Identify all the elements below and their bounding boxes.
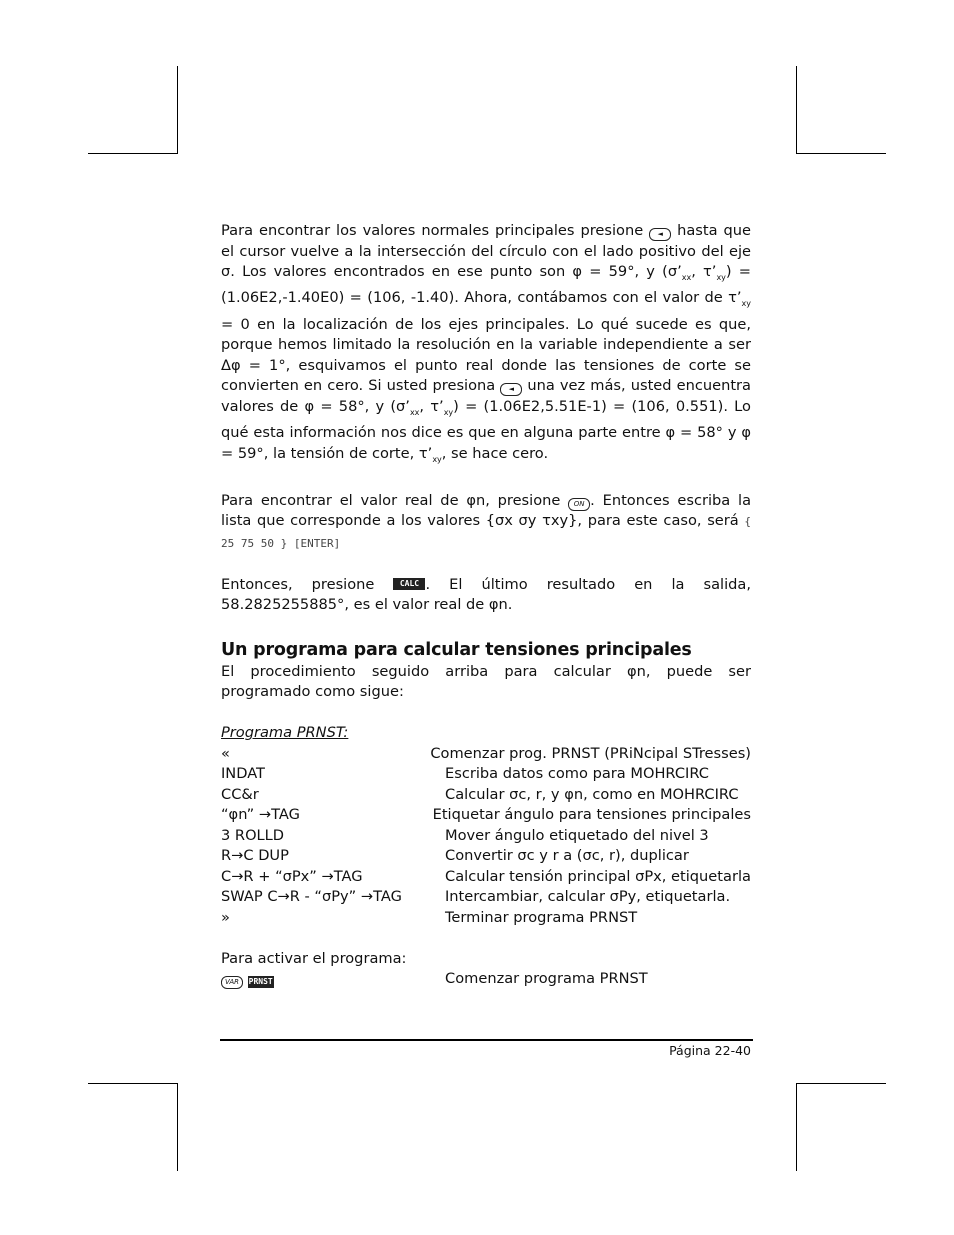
code-snippet: { 25 75 50 } [ENTER] — [221, 515, 752, 550]
program-desc: Etiquetar ángulo para tensiones principales — [432, 806, 751, 824]
left-arrow-key-icon: ◄ — [649, 228, 671, 241]
subscript: xy — [432, 454, 442, 464]
crop-mark — [796, 153, 886, 154]
section-intro: El procedimiento seguido arriba para calcular φn, puede ser programado como sigue: — [221, 662, 751, 701]
program-row — [221, 867, 751, 888]
crop-mark — [88, 1083, 178, 1084]
text: una vez más, usted encuentra valores de φ = 58°, y (σ’ — [221, 377, 752, 415]
text: Para encontrar los valores normales principales presione — [221, 222, 644, 239]
crop-mark — [796, 66, 797, 154]
prnst-softkey-icon: PRNST — [248, 977, 273, 987]
text: , τ’ — [419, 397, 444, 415]
text: . El último resultado en la salida, 58.2825255885°, es el valor real de φn. — [221, 575, 752, 614]
program-desc: Comenzar prog. PRNST (PRiNcipal STresses) — [430, 744, 751, 762]
paragraph-real-value — [221, 491, 751, 555]
paragraph-result — [221, 575, 751, 616]
subscript: xy — [741, 299, 751, 309]
program-row — [221, 826, 751, 847]
text: hasta que el cursor vuelve a la intersección del círculo con el lado positivo del eje σ. Los valores encontrados en ese punto son φ = 59°, y (σ’ — [221, 222, 751, 280]
activate-label: Para activar el programa: — [221, 949, 407, 967]
calc-softkey-icon: CALC — [393, 578, 425, 590]
subscript: xy — [716, 272, 726, 282]
paragraph-principal-values — [221, 221, 751, 470]
activate-desc: Comenzar programa PRNST — [445, 970, 648, 988]
program-code: CC&r — [221, 785, 259, 803]
left-arrow-key-icon: ◄ — [500, 383, 522, 396]
text: . Entonces escriba la lista que corresponde a los valores {σx σy τxy}, para este caso, será — [221, 491, 752, 530]
program-desc: Escriba datos como para MOHRCIRC — [445, 765, 709, 783]
activate-keys — [221, 969, 445, 990]
program-row — [221, 805, 751, 826]
program-desc: Calcular tensión principal σPx, etiquetarla — [445, 867, 751, 885]
crop-mark — [796, 1083, 886, 1084]
subscript: xx — [681, 272, 692, 282]
program-code: INDAT — [221, 765, 265, 783]
text: , se hace cero. — [441, 444, 549, 462]
program-rows — [221, 744, 751, 929]
page-body — [221, 221, 751, 990]
program-desc: Terminar programa PRNST — [445, 908, 638, 926]
text: Para encontrar el valor real de φn, presione — [221, 491, 561, 509]
program-code: « — [221, 744, 230, 762]
program-listing — [221, 723, 751, 928]
text: ) = (1.06E2,-1.40E0) = (106, -1.40). Ahora, contábamos con el valor de τ’ — [221, 263, 752, 307]
subscript: xy — [443, 407, 454, 417]
program-code: C→R + “σPx” →TAG — [221, 867, 363, 885]
crop-mark — [796, 1083, 797, 1171]
crop-mark — [177, 1083, 178, 1171]
activate-row — [221, 969, 751, 990]
program-row — [221, 846, 751, 867]
subscript: xx — [409, 407, 420, 417]
var-key-icon: VAR — [221, 976, 243, 989]
text: Entonces, presione — [221, 575, 375, 593]
program-row — [221, 908, 751, 929]
crop-mark — [88, 153, 178, 154]
text: ) = (1.06E2,5.51E-1) = (106, 0.551). Lo qué esta información nos dice es que en alguna parte entre φ = 58° y φ = 59°, la tensión de corte, τ’ — [221, 397, 751, 462]
program-code: SWAP C→R - “σPy” →TAG — [221, 888, 402, 906]
activate-section — [221, 949, 751, 990]
program-desc: Mover ángulo etiquetado del nivel 3 — [445, 826, 709, 844]
footer-rule — [220, 1039, 753, 1041]
section-heading: Un programa para calcular tensiones principales — [221, 639, 692, 660]
program-title: Programa PRNST: — [221, 724, 349, 742]
program-desc: Intercambiar, calcular σPy, etiquetarla. — [445, 888, 731, 906]
text: = 0 en la localización de los ejes principales. Lo qué sucede es que, porque hemos limitado la resolución en la variable independiente a ser Δφ = 1°, esquivamos el punto real donde las tensiones de corte se convierten en cero. Si usted presiona — [221, 315, 751, 395]
text: , τ’ — [691, 263, 717, 280]
program-row — [221, 887, 751, 908]
program-desc: Convertir σc y r a (σc, r), duplicar — [445, 847, 689, 865]
program-row — [221, 785, 751, 806]
program-code: R→C DUP — [221, 847, 289, 865]
program-title-row — [221, 723, 751, 744]
activate-label-row — [221, 949, 751, 970]
on-key-icon: ON — [568, 498, 590, 511]
program-row — [221, 744, 751, 765]
program-desc: Calcular σc, r, y φn, como en MOHRCIRC — [445, 785, 739, 803]
program-code: “φn” →TAG — [221, 806, 300, 824]
page-number: Página 22-40 — [669, 1043, 751, 1058]
program-code: » — [221, 908, 230, 926]
program-code: 3 ROLLD — [221, 826, 285, 844]
crop-mark — [177, 66, 178, 154]
program-row — [221, 764, 751, 785]
